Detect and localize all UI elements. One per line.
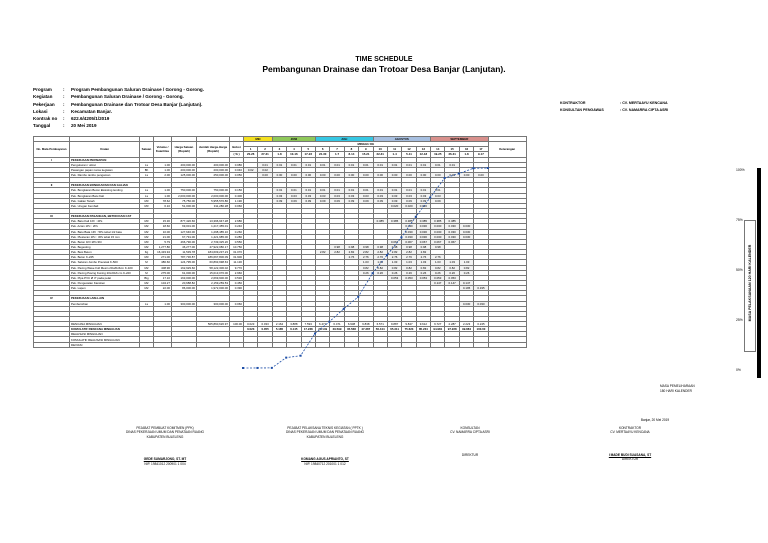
info-row: Kontrak no : 622.6/4205/1/2019 bbox=[33, 116, 110, 122]
signature-block: PEJABAT PEMBUAT KOMITMEN (PPK) DINAS PEKERJAAN UMUM DAN PENATAAN RUANG KABUPATEN BULELENG GEDE SUMARJONO, ST. MT NIP. 19841012 200901 1 004 bbox=[126, 426, 204, 466]
table-row: Pek. Lapen M2 22.00 86,000.00 1,972,000.00 0.390 0.195 0.195 bbox=[34, 286, 527, 291]
table-row: Pek. Pengecatan Kanstien M2 104.27 20,688.82 2,159,259.53 0.450 0.147 0.147 0.147 bbox=[34, 280, 527, 285]
contractor-row: KONTRAKTOR : CV. MERTAAYU KENCANA bbox=[560, 101, 668, 105]
table-row: Pek. Batu Kali 1Pc : 4Ps M3 15.30 877,426.66 13,396,947.28 2.680 0.385 0.385 0.385 0.385 0.385 0.385 bbox=[34, 219, 527, 224]
section-row: III PEKERJAAN PASANGAN, BETON DAN CAT bbox=[34, 214, 527, 219]
axis-tick: 0% bbox=[736, 368, 741, 372]
table-row: Pek. Rambu rambu pengaman Ls 2.00 125,000.00 250,000.00 0.050 0.00 0.00 0.00 0.00 0.00 0.00 0.00 0.00 0.00 0.00 0.00 0.00 0.00 0.00 0.00 0.00 bbox=[34, 172, 527, 177]
project-info bbox=[33, 86, 204, 130]
vertical-label: MASA PELAKSANAAN 120 HARI KALENDER bbox=[748, 244, 752, 322]
table-row: Pek. Acian 1Pc : 2Ps M2 18.60 69,001.00 1,217,455.01 0.240 0.030 0.030 0.030 0.030 0.030 bbox=[34, 224, 527, 229]
curve-point bbox=[300, 355, 302, 357]
contractor-info bbox=[560, 100, 668, 114]
schedule-table: MEI JUNI JULI AGUSTUS SEPTEMBER No. Mata Pembayaran Uraian Satuan Volume / Kuantitas Harga Satuan (Rupiah) Jumlah Harga-Harga (Rupiah) Bobot MINGGU KE Keterangan 1 2 3 4 5 6 7 8 9 10 11 12 13 14 15 16 17 ( % ) 20-26 27-31 1-8 10-16 17-23 24-30 1-7 8-14 15-21 22-31 1-4 5-11 12-18 19-25 26-31 1-8 9-17 I PEKERJAAN PERSIAPAN Pengukuran / uitzet Ls 1.00 400,000.00 400,000.00 0.080 0.01 0.01 0.01 0.01 0.01 0.01 0.01 0.01 0.01 0.01 0.01 0.01 0.01 0.01 Pasangan papan nama kegiatan Bh 1.00 200,000.00 200,000.00 0.040 0.02 0.02 Pek. Rambu rambu pengaman Ls 2.00 125,000.00 250,000.00 0.050 0.00 0.00 0.00 0.00 0.00 0.00 0.00 0.00 0.00 0.00 0.00 0.00 0.00 0.00 0.00 0.00 II PEKERJAAN BONGKARAN DAN GALIAN Pek. Bongkaran Beton Eksisting lending Ls 1.00 750,000.00 750,000.00 0.150 0.01 0.01 0.01 0.01 0.01 0.01 0.01 0.01 0.01 0.01 0.01 0.01 Pek. Bongkaran Batu Kali Ls 1.00 2,000,000.00 2,000,000.00 0.400 0.03 0.03 0.03 0.03 0.03 0.03 0.03 0.03 0.03 0.03 0.03 0.03 Pek. Galian Tanah M3 78.62 75,750.00 5,955,576.86 1.190 0.09 0.09 0.09 0.09 0.09 0.09 0.09 0.09 0.09 0.09 0.09 0.09 Pek. Urugan Kembali M3 6.10 51,000.00 311,280.28 0.060 0.020 0.020 0.020 III PEKERJAAN PASANGAN, BETON DAN CAT Pek. Batu Kali 1Pc : 4Ps M3 15.30 877,426.66 13,396,947.28 2.680 0.385 0.385 0.385 0.385 0.385 0.385 Pek. Acian 1Pc : 2Ps M2 18.60 69,001.00 1,217,455.01 0.240 0.030 0.030 0.030 0.030 0.030 Pek. Batu Bata 1Pc : 5Ps tebal 1/2 bata M2 10.00 127,646.00 1,298,485.16 0.260 0.030 0.030 0.030 0.030 0.030 Pek. Plesteran 1Pc : 3Ps tebal 15 mm M2 21.00 67,791.00 1,421,985.00 0.280 0.030 0.030 0.030 0.030 0.030 Pek. Beton 1Pc:2Ps:3Kr M3 5.79 466,790.00 2,739,325.26 0.550 0.067 0.067 0.067 0.067 0.067 Pek. Begesting M2 1,277.80 46,277.00 47,922,080.17 10.750 0.98 0.98 0.98 0.98 0.98 0.98 0.98 0.98 Pek. Besi Beton Kg 16,433.94 11,539.78 184,609,237.23 31.070 2.82 2.82 2.82 2.82 2.82 2.82 2.82 2.82 Pek. Beton K-225 M3 271.00 787,736.87 186,667,806.09 31.900 2.76 2.76 2.76 2.76 2.76 2.76 2.76 Pek. Saluran Jumbo Precetak K-500 M 486.60 124,795.00 60,893,998.63 11.130 1.03 1.03 1.03 1.03 1.03 1.03 1.03 1.03 Pek. Paving Wave Full Mesin 20x20x6cm K-320 M2 408.96 162,929.60 58,122,306.02 9.770 0.82 0.82 0.82 0.82 0.82 0.82 0.82 0.82 Pek. Paving Paving Kuning 20x20x6 cm K-220 M 275.00 61,000.00 15,013,076.00 2.960 0.26 0.26 0.26 0.26 0.26 0.26 0.26 0.26 Pek. Pipa PVC Ø 3" pada pelat Btg 17.10 163,000.00 2,669,900.00 0.530 0.053 0.053 0.053 0.053 0.053 Pek. Pengecatan Kanstien M2 104.27 20,688.82 2,159,259.53 0.450 0.147 0.147 0.147 Pek. Lapen M2 22.00 86,000.00 1,972,000.00 0.390 0.195 0.195 IV PEKERJAAN LAIN-LAIN Pembersihan Ls 1.00 300,000.00 300,000.00 0.060 0.030 0.030 RENCANA MINGGUAN 505,860,626.97 100.00 0.023 0.033 2.164 3.888 7.593 6.471 6.471 6.938 6.838 6.571 9.887 9.847 9.612 9.727 2.287 2.223 0.245 KOMULATIF RENCANA MINGGUAN 0.023 0.055 5.185 6.145 17.238 23.149 29.599 35.568 47.387 56.444 65.311 75.623 85.234 94.981 97.228 99.884 100.00 REALISASI MINGGUAN KOMULATIF REALISASI MINGGUAN DEVIASI bbox=[33, 136, 527, 348]
axis-tick: 75% bbox=[736, 218, 743, 222]
curve-point bbox=[256, 367, 258, 369]
axis-tick: 100% bbox=[736, 168, 745, 172]
table-row: Pek. Bongkaran Beton Eksisting lending Ls 1.00 750,000.00 750,000.00 0.150 0.01 0.01 0.01 0.01 0.01 0.01 0.01 0.01 0.01 0.01 0.01 0.01 bbox=[34, 188, 527, 193]
consultant-row: KONSULTAN PENGAWAS : CV. NAMARRA CIPTA ASRI bbox=[560, 108, 669, 112]
total-row: RENCANA MINGGUAN 505,860,626.97 100.00 0.023 0.033 2.164 3.888 7.593 6.471 6.471 6.938 6.838 6.571 9.887 9.847 9.612 9.727 2.287 2.223 0.245 bbox=[34, 322, 527, 327]
total-row: KOMULATIF RENCANA MINGGUAN 0.023 0.055 5.185 6.145 17.238 23.149 29.599 35.568 47.387 56.444 65.311 75.623 85.234 94.981 97.228 99.884 100.00 bbox=[34, 327, 527, 332]
signature-block: KONTRAKTOR CV. MERTAAYU KENCANA I MADE BUDI SUASANA, ST DIREKTUR bbox=[608, 426, 652, 462]
month-september: SEPTEMBER bbox=[431, 137, 489, 142]
doc-title: TIME SCHEDULE bbox=[355, 56, 413, 63]
signature-block: PEJABAT PELAKSANA TEKNIS KEGIATAN ( PPTK ) DINAS PEKERJAAN UMUM DAN PENATAAN RUANG KABUPATEN BULELENG KOMANG AGUS APRIANTO, ST NIP. 19840712 201001 1 012 bbox=[286, 426, 364, 466]
table-row: Pek. Plesteran 1Pc : 3Ps tebal 15 mm M2 21.00 67,791.00 1,421,985.00 0.280 0.030 0.030 0.030 0.030 0.030 bbox=[34, 234, 527, 239]
info-row: Lokasi : Kecamatan Banjar. bbox=[33, 108, 113, 114]
axis-tick: 50% bbox=[736, 268, 743, 272]
table-row: Pek. Paving Paving Kuning 20x20x6 cm K-220 M 275.00 61,000.00 15,013,076.00 2.960 0.26 0.26 0.26 0.26 0.26 0.26 0.26 0.26 bbox=[34, 270, 527, 275]
curve-point bbox=[285, 357, 287, 359]
table-row: Pembersihan Ls 1.00 300,000.00 300,000.00 0.060 0.030 0.030 bbox=[34, 301, 527, 306]
month-mei: MEI bbox=[244, 137, 273, 142]
place-date: Banjar, 20 Mei 2019 bbox=[640, 418, 670, 422]
doc-subtitle: Pembangunan Drainase dan Trotoar Desa Banjar (Lanjutan). bbox=[262, 64, 506, 74]
section-row: II PEKERJAAN BONGKARAN DAN GALIAN bbox=[34, 183, 527, 188]
table-row: Pek. Galian Tanah M3 78.62 75,750.00 5,955,576.86 1.190 0.09 0.09 0.09 0.09 0.09 0.09 0.09 0.09 0.09 0.09 0.09 0.09 bbox=[34, 198, 527, 203]
table-row: Pengukuran / uitzet Ls 1.00 400,000.00 400,000.00 0.080 0.01 0.01 0.01 0.01 0.01 0.01 0.01 0.01 0.01 0.01 0.01 0.01 0.01 0.01 bbox=[34, 162, 527, 167]
table-row: Pek. Urugan Kembali M3 6.10 51,000.00 311,280.28 0.060 0.020 0.020 0.020 bbox=[34, 203, 527, 208]
table-row: Pek. Saluran Jumbo Precetak K-500 M 486.60 124,795.00 60,893,998.63 11.130 1.03 1.03 1.03 1.03 1.03 1.03 1.03 1.03 bbox=[34, 260, 527, 265]
axis-tick: 25% bbox=[736, 318, 743, 322]
total-row: KOMULATIF REALISASI MINGGUAN bbox=[34, 337, 527, 342]
table-row: Pek. Bongkaran Batu Kali Ls 1.00 2,000,000.00 2,000,000.00 0.400 0.03 0.03 0.03 0.03 0.03 0.03 0.03 0.03 0.03 0.03 0.03 0.03 bbox=[34, 193, 527, 198]
table-row: Pek. Paving Wave Full Mesin 20x20x6cm K-320 M2 408.96 162,929.60 58,122,306.02 9.770 0.82 0.82 0.82 0.82 0.82 0.82 0.82 0.82 bbox=[34, 265, 527, 270]
curve-point bbox=[242, 367, 244, 369]
info-row: Tanggal : 20 Mei 2019 bbox=[33, 123, 97, 129]
total-row: REALISASI MINGGUAN bbox=[34, 332, 527, 337]
table-row: Pek. Beton K-225 M3 271.00 787,736.87 186,667,806.09 31.900 2.76 2.76 2.76 2.76 2.76 2.76 2.76 bbox=[34, 255, 527, 260]
progress-bar-black bbox=[757, 168, 761, 378]
month-juli: JULI bbox=[315, 137, 373, 142]
table-row: Pek. Batu Bata 1Pc : 5Ps tebal 1/2 bata M2 10.00 127,646.00 1,298,485.16 0.260 0.030 0.030 0.030 0.030 0.030 bbox=[34, 229, 527, 234]
section-row: IV PEKERJAAN LAIN-LAIN bbox=[34, 296, 527, 301]
info-row: Kegiatan : Pembangunan Saluran Drainase / Gorong - Gorong. bbox=[33, 94, 184, 100]
info-row: Program : Program Pembangunan Saluran Drainase / Gorong - Gorong. bbox=[33, 87, 204, 92]
month-juni: JUNI bbox=[272, 137, 315, 142]
month-agustus: AGUSTUS bbox=[373, 137, 431, 142]
curve-point bbox=[271, 367, 273, 369]
table-row: Pek. Pipa PVC Ø 3" pada pelat Btg 17.10 163,000.00 2,669,900.00 0.530 0.053 0.053 0.053 0.053 0.053 bbox=[34, 275, 527, 280]
signature-block: KONSULTAN CV. NAMARRA CIPTA ASRI DIREKTUR bbox=[450, 426, 490, 457]
vertical-label-box bbox=[744, 220, 756, 352]
table-row: Pek. Besi Beton Kg 16,433.94 11,539.78 184,609,237.23 31.070 2.82 2.82 2.82 2.82 2.82 2.82 2.82 2.82 bbox=[34, 250, 527, 255]
table-row: Pek. Begesting M2 1,277.80 46,277.00 47,922,080.17 10.750 0.98 0.98 0.98 0.98 0.98 0.98 0.98 0.98 bbox=[34, 244, 527, 249]
table-row: Pek. Beton 1Pc:2Ps:3Kr M3 5.79 466,790.00 2,739,325.26 0.550 0.067 0.067 0.067 0.067 0.067 bbox=[34, 239, 527, 244]
maintenance-note: MASA PEMELIHARAAN 180 HARI KALENDER bbox=[660, 384, 695, 393]
section-row: I PEKERJAAN PERSIAPAN bbox=[34, 157, 527, 162]
total-row: DEVIASI bbox=[34, 342, 527, 347]
info-row: Pekerjaan : Pembangunan Drainase dan Trotoar Desa Banjar (Lanjutan). bbox=[33, 101, 203, 107]
table-row: Pasangan papan nama kegiatan Bh 1.00 200,000.00 200,000.00 0.040 0.02 0.02 bbox=[34, 167, 527, 172]
